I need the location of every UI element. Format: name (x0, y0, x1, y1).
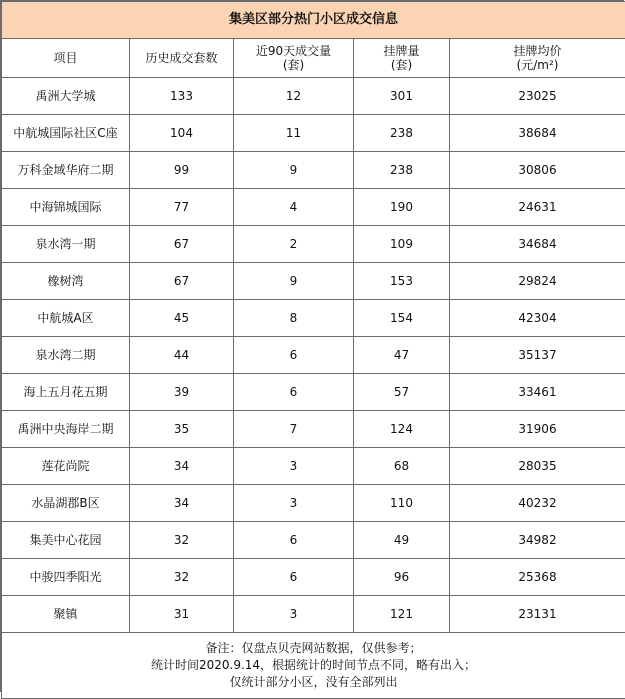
avg-price-cell: 31906 (450, 411, 625, 448)
historical-sales-cell: 44 (130, 337, 234, 374)
table-row (2, 189, 625, 226)
column-header-unit: (套) (354, 58, 449, 72)
listings-cell: 68 (354, 448, 450, 485)
avg-price-cell: 38684 (450, 115, 625, 152)
listings-cell: 301 (354, 78, 450, 115)
column-header-unit: (套) (234, 58, 353, 72)
table-row (2, 411, 625, 448)
header-row (2, 39, 625, 78)
table-row (2, 115, 625, 152)
table-row (2, 300, 625, 337)
recent-sales-cell: 7 (234, 411, 354, 448)
listings-cell: 96 (354, 559, 450, 596)
avg-price-cell: 34982 (450, 522, 625, 559)
listings-cell: 154 (354, 300, 450, 337)
column-header-label: 挂牌均价 (450, 44, 625, 58)
listings-cell: 47 (354, 337, 450, 374)
project-name-cell: 万科金域华府二期 (2, 152, 130, 189)
recent-sales-cell: 6 (234, 337, 354, 374)
note-line: 备注：仅盘点贝壳网站数据，仅供参考； (2, 640, 625, 657)
note-line: 统计时间2020.9.14，根据统计的时间节点不同，略有出入； (2, 657, 625, 674)
avg-price-cell: 30806 (450, 152, 625, 189)
project-name-cell: 中航城A区 (2, 300, 130, 337)
recent-sales-cell: 9 (234, 263, 354, 300)
listings-cell: 153 (354, 263, 450, 300)
project-name-cell: 泉水湾二期 (2, 337, 130, 374)
historical-sales-cell: 32 (130, 522, 234, 559)
recent-sales-cell: 3 (234, 596, 354, 633)
historical-sales-cell: 34 (130, 448, 234, 485)
historical-sales-cell: 32 (130, 559, 234, 596)
column-header-avg-price (450, 39, 625, 78)
table-row (2, 152, 625, 189)
avg-price-cell: 34684 (450, 226, 625, 263)
table-row (2, 559, 625, 596)
project-name-cell: 橡树湾 (2, 263, 130, 300)
table-row (2, 522, 625, 559)
avg-price-cell: 23131 (450, 596, 625, 633)
table-row (2, 78, 625, 115)
avg-price-cell: 24631 (450, 189, 625, 226)
project-name-cell: 水晶湖郡B区 (2, 485, 130, 522)
project-name-cell: 泉水湾一期 (2, 226, 130, 263)
historical-sales-cell: 133 (130, 78, 234, 115)
recent-sales-cell: 12 (234, 78, 354, 115)
historical-sales-cell: 67 (130, 226, 234, 263)
listings-cell: 57 (354, 374, 450, 411)
project-name-cell: 中骏四季阳光 (2, 559, 130, 596)
column-header-label: 挂牌量 (354, 44, 449, 58)
project-name-cell: 聚镇 (2, 596, 130, 633)
historical-sales-cell: 31 (130, 596, 234, 633)
listings-cell: 109 (354, 226, 450, 263)
recent-sales-cell: 4 (234, 189, 354, 226)
table-row (2, 337, 625, 374)
historical-sales-cell: 104 (130, 115, 234, 152)
recent-sales-cell: 3 (234, 485, 354, 522)
avg-price-cell: 42304 (450, 300, 625, 337)
column-header-label: 近90天成交量 (234, 44, 353, 58)
project-name-cell: 集美中心花园 (2, 522, 130, 559)
column-header-label: 历史成交套数 (130, 51, 233, 65)
listings-cell: 190 (354, 189, 450, 226)
avg-price-cell: 28035 (450, 448, 625, 485)
historical-sales-cell: 34 (130, 485, 234, 522)
historical-sales-cell: 35 (130, 411, 234, 448)
note-line: 仅统计部分小区，没有全部列出 (2, 674, 625, 691)
column-header-label: 项目 (2, 51, 129, 65)
table-row (2, 226, 625, 263)
title-row (2, 2, 625, 39)
historical-sales-cell: 45 (130, 300, 234, 337)
listings-cell: 238 (354, 152, 450, 189)
project-name-cell: 中海锦城国际 (2, 189, 130, 226)
historical-sales-cell: 39 (130, 374, 234, 411)
table-row (2, 448, 625, 485)
historical-sales-cell: 99 (130, 152, 234, 189)
column-header-listings (354, 39, 450, 78)
transaction-table (1, 1, 625, 699)
avg-price-cell: 23025 (450, 78, 625, 115)
table-row (2, 374, 625, 411)
table-row (2, 485, 625, 522)
avg-price-cell: 33461 (450, 374, 625, 411)
avg-price-cell: 29824 (450, 263, 625, 300)
avg-price-cell: 35137 (450, 337, 625, 374)
table-row (2, 263, 625, 300)
recent-sales-cell: 11 (234, 115, 354, 152)
notes-row (2, 633, 625, 699)
listings-cell: 110 (354, 485, 450, 522)
recent-sales-cell: 6 (234, 559, 354, 596)
column-header-unit: (元/m²) (450, 58, 625, 72)
listings-cell: 238 (354, 115, 450, 152)
avg-price-cell: 25368 (450, 559, 625, 596)
column-header-90day-sales (234, 39, 354, 78)
recent-sales-cell: 6 (234, 522, 354, 559)
project-name-cell: 莲花尚院 (2, 448, 130, 485)
recent-sales-cell: 2 (234, 226, 354, 263)
project-name-cell: 中航城国际社区C座 (2, 115, 130, 152)
column-header-project (2, 39, 130, 78)
table-title: 集美区部分热门小区成交信息 (2, 2, 625, 39)
project-name-cell: 禹洲中央海岸二期 (2, 411, 130, 448)
recent-sales-cell: 6 (234, 374, 354, 411)
column-header-historical-sales (130, 39, 234, 78)
table-row (2, 596, 625, 633)
recent-sales-cell: 3 (234, 448, 354, 485)
notes-cell (2, 633, 625, 699)
recent-sales-cell: 9 (234, 152, 354, 189)
project-name-cell: 禹洲大学城 (2, 78, 130, 115)
avg-price-cell: 40232 (450, 485, 625, 522)
historical-sales-cell: 77 (130, 189, 234, 226)
project-name-cell: 海上五月花五期 (2, 374, 130, 411)
listings-cell: 49 (354, 522, 450, 559)
listings-cell: 121 (354, 596, 450, 633)
recent-sales-cell: 8 (234, 300, 354, 337)
historical-sales-cell: 67 (130, 263, 234, 300)
listings-cell: 124 (354, 411, 450, 448)
